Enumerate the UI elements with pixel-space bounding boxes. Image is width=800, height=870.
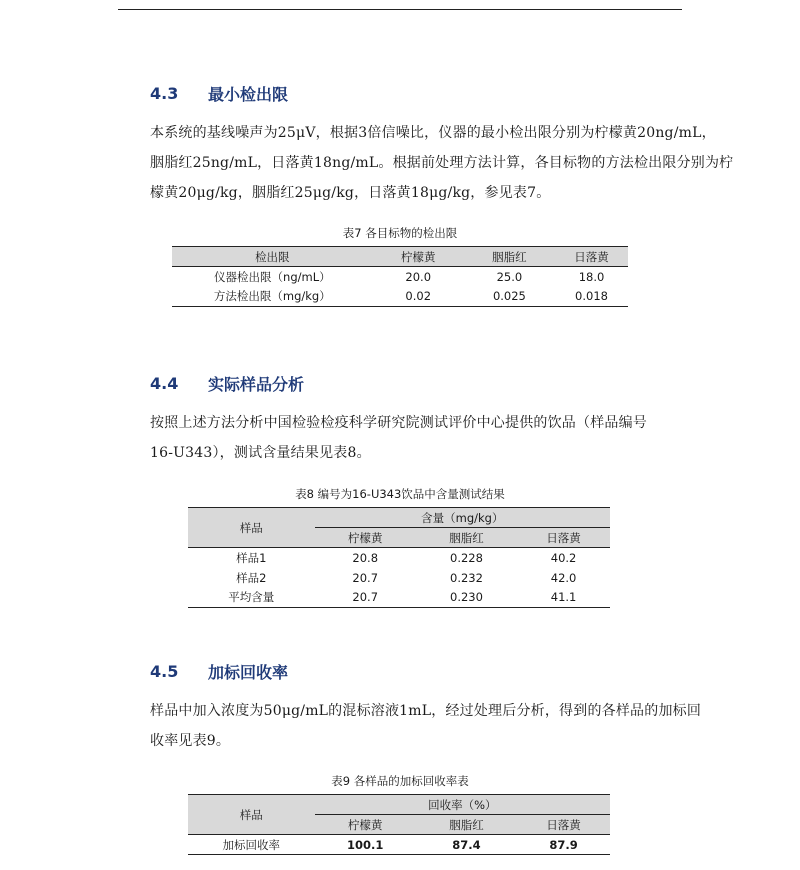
table-cell: 42.0 <box>550 570 577 585</box>
table-cell: 18.0 <box>578 269 605 284</box>
header-cell: 日落黄 <box>574 249 609 264</box>
section-title: 最小检出限 <box>208 85 289 104</box>
table-cell: 仪器检出限（ng/mL） <box>214 269 331 284</box>
table-cell: 0.025 <box>492 289 526 304</box>
table-header-row <box>188 795 610 815</box>
table-row <box>188 835 610 855</box>
paragraph-4-4 <box>150 408 670 468</box>
header-cell: 胭脂红 <box>416 528 517 548</box>
group-header-cell: 含量（mg/kg） <box>421 510 504 525</box>
table-row <box>172 287 628 307</box>
section-heading-4-4 <box>150 372 304 395</box>
paragraph-4-3 <box>150 118 734 208</box>
table-cell: 20.0 <box>405 269 432 284</box>
section-heading-4-5 <box>150 660 288 683</box>
table-row <box>172 267 628 287</box>
table-row <box>188 568 610 588</box>
table-header-row <box>172 247 628 267</box>
table8 <box>188 507 610 608</box>
table-cell: 0.228 <box>450 550 483 565</box>
table-cell: 20.7 <box>352 570 379 585</box>
table-cell: 0.018 <box>575 289 608 304</box>
table9-caption: 表9 各样品的加标回收率表 <box>331 774 469 788</box>
section-number: 4.5 <box>150 662 179 681</box>
table-cell: 40.2 <box>550 550 577 565</box>
table-cell: 20.7 <box>352 590 379 605</box>
table-cell: 0.02 <box>405 289 432 304</box>
header-cell: 日落黄 <box>517 815 610 835</box>
table-cell: 41.1 <box>550 590 577 605</box>
table-cell: 87.4 <box>452 837 481 852</box>
paragraph-line: 16-U343），测试含量结果见表8。 <box>150 445 371 461</box>
paragraph-line: 胭脂红25ng/mL，日落黄18ng/mL。根据前处理方法计算，各目标物的方法检出限分别为柠 <box>150 155 734 171</box>
paragraph-4-5 <box>150 696 702 756</box>
table8-caption: 表8 编号为16-U343饮品中含量测试结果 <box>295 487 505 501</box>
section-number: 4.4 <box>150 374 179 393</box>
header-cell: 柠檬黄 <box>315 815 416 835</box>
section-number: 4.3 <box>150 84 179 103</box>
table-cell: 87.9 <box>549 837 578 852</box>
table7 <box>172 246 628 307</box>
table-header-row <box>188 508 610 528</box>
table-cell: 0.232 <box>450 570 483 585</box>
paragraph-line: 样品中加入浓度为50μg/mL的混标溶液1mL，经过处理后分析，得到的各样品的加标回 <box>150 703 702 719</box>
table-cell: 样品1 <box>236 550 267 565</box>
table-cell: 样品2 <box>236 570 267 585</box>
table-cell: 加标回收率 <box>222 837 281 852</box>
table-cell: 100.1 <box>347 837 384 852</box>
table-row <box>188 588 610 608</box>
paragraph-line: 收率见表9。 <box>150 733 231 749</box>
paragraph-line: 按照上述方法分析中国检验检疫科学研究院测试评价中心提供的饮品（样品编号 <box>150 415 647 431</box>
header-cell: 柠檬黄 <box>315 528 416 548</box>
paragraph-line: 檬黄20μg/kg，胭脂红25μg/kg，日落黄18μg/kg，参见表7。 <box>150 185 551 201</box>
table-cell: 0.230 <box>450 590 483 605</box>
section-title: 加标回收率 <box>208 663 289 682</box>
header-cell: 检出限 <box>255 249 290 264</box>
paragraph-line: 本系统的基线噪声为25μV，根据3倍信噪比，仪器的最小检出限分别为柠檬黄20ng/mL， <box>150 125 716 141</box>
header-cell: 胭脂红 <box>492 249 527 264</box>
row-header-cell: 样品 <box>239 807 263 822</box>
table9 <box>188 794 610 855</box>
table-cell: 20.8 <box>352 550 379 565</box>
header-cell: 柠檬黄 <box>400 249 436 264</box>
section-title: 实际样品分析 <box>208 375 305 394</box>
table-cell: 平均含量 <box>228 590 275 605</box>
header-cell: 日落黄 <box>517 528 610 548</box>
table-cell: 方法检出限（mg/kg） <box>213 289 331 304</box>
page-top-rule <box>118 9 682 10</box>
table7-caption: 表7 各目标物的检出限 <box>342 226 458 240</box>
row-header-cell: 样品 <box>239 520 263 535</box>
header-cell: 胭脂红 <box>416 815 517 835</box>
section-heading-4-3 <box>150 82 288 105</box>
table-cell: 25.0 <box>496 269 523 284</box>
group-header-cell: 回收率（%） <box>428 797 497 812</box>
table-row <box>188 548 610 568</box>
